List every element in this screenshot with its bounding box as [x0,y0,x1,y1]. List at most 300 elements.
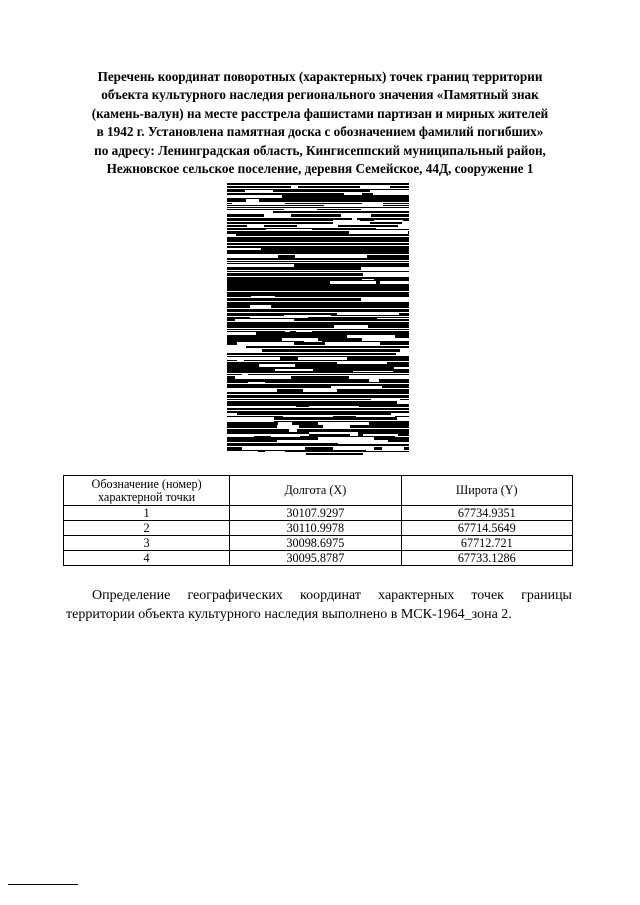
scan-stripe [316,183,372,185]
scan-stripe [227,369,275,371]
scan-stripe [341,434,350,436]
scan-stripe [227,315,284,316]
scan-stripe [227,237,249,239]
header-longitude: Долгота (X) [230,476,401,506]
scan-stripe [235,443,278,444]
scan-stripe [227,399,271,400]
scan-stripe [377,367,394,369]
scan-stripe [283,239,287,242]
scan-stripe [299,332,359,335]
scan-stripe [390,186,405,188]
scan-stripe [347,246,359,248]
scan-stripe [234,243,260,245]
scan-stripe [382,386,409,388]
scan-stripe [314,360,348,361]
scan-stripe [304,263,309,264]
scan-stripe [398,237,409,239]
scan-stripe [277,288,297,291]
scan-stripe [361,261,370,262]
scan-stripe [301,288,361,291]
scan-stripe [378,243,396,245]
scan-stripe [374,437,395,440]
scan-stripe [378,395,405,398]
scan-stripe [381,422,409,425]
scan-stripe [227,246,262,248]
scan-stripe [321,413,355,415]
scan-stripe [336,444,385,446]
scan-stripe [291,392,306,394]
scan-stripe [227,193,260,195]
scan-stripe [322,341,335,342]
cell-point-number: 2 [64,521,230,536]
scan-stripe [290,228,351,229]
scan-stripe [284,267,298,270]
scan-stripe [370,357,407,360]
table-row [64,506,573,521]
scan-stripe [269,367,283,369]
scan-stripe [398,434,409,436]
scan-stripe [227,214,264,217]
cell-longitude: 30098.6975 [230,536,401,551]
scan-stripe [358,338,362,341]
note-word: характерных [378,588,455,603]
scan-stripe [254,284,313,285]
scan-stripe [353,248,372,250]
scan-stripe [405,246,409,248]
scan-stripe [262,356,317,357]
scan-stripe [408,429,409,432]
scan-stripe [236,285,249,288]
scan-stripe [372,315,409,316]
scan-stripe [258,186,291,188]
scan-stripe [243,228,290,229]
scan-stripe [227,317,250,318]
scan-stripe [257,277,269,279]
scan-stripe [372,277,385,279]
scan-stripe [249,285,301,288]
scan-stripe [374,447,382,450]
scan-stripe [400,399,409,400]
scan-stripe [389,237,398,239]
scan-stripe [388,440,407,442]
scan-stripe [348,318,367,319]
scan-stripe [350,239,399,242]
scan-stripe [379,406,409,407]
note-word: географических [187,588,283,603]
scan-stripe [331,315,355,316]
scan-stripe [355,413,387,415]
scan-stripe [297,288,301,291]
scan-stripe [321,404,351,406]
scan-stripe [283,251,319,254]
scan-stripe [275,231,310,234]
scan-stripe [292,346,310,348]
scan-stripe [330,189,380,190]
scan-stripe [333,190,342,192]
scan-stripe [322,412,361,413]
cell-point-number: 3 [64,536,230,551]
scan-stripe [385,237,389,239]
scan-stripe [341,284,395,285]
scan-stripe [260,234,278,236]
scan-stripe [279,371,331,372]
scan-stripe [351,404,377,406]
scan-stripe [368,285,409,288]
scan-stripe [254,436,271,437]
scan-stripe [261,331,285,332]
scan-stripe [227,374,242,375]
scan-stripe [319,379,369,382]
scan-stripe [287,367,335,369]
scan-stripe [291,207,313,208]
scan-stripe [269,401,294,404]
scan-stripe [405,234,409,236]
scan-stripe [303,218,317,220]
scan-stripe [299,374,328,375]
scan-stripe [227,362,253,364]
scan-stripe [360,199,409,202]
scan-stripe [227,305,241,308]
scan-stripe [358,399,371,400]
scan-stripe [282,198,345,199]
scan-stripe [235,292,243,295]
scan-stripe [253,292,295,295]
title-line: в 1942 г. Установлена памятная доска с обозначением фамилий погибших» [96,124,544,140]
scan-stripe [277,250,322,251]
scan-stripe [343,237,352,239]
scan-stripe [353,207,379,208]
scan-stripe [246,346,292,348]
scan-stripe [262,246,322,248]
scan-stripe [321,322,376,325]
scan-stripe [267,412,277,413]
scan-stripe [296,406,309,407]
note-word: точек [471,588,504,603]
scan-stripe [274,281,330,284]
scan-stripe [227,408,236,410]
scan-stripe [288,404,321,406]
scan-stripe [359,246,382,248]
scan-stripe [307,258,337,260]
scan-stripe [290,189,307,190]
scan-stripe [400,250,408,251]
scan-stripe [317,218,352,220]
scan-stripe [248,374,283,375]
scan-stripe [268,318,308,319]
note-word: границы [521,588,572,603]
scan-stripe [227,331,261,332]
scan-stripe [348,317,360,318]
scan-stripe [292,384,322,386]
scan-stripe [311,349,347,352]
scan-stripe [360,220,374,221]
scan-stripe [274,313,337,315]
scan-stripe [349,369,409,371]
note-line: территории объекта культурного наследия выполнено в МСК-1964_зона 2. [66,607,512,622]
scan-stripe [300,237,343,239]
scan-stripe [335,367,377,369]
scan-stripe [306,392,339,394]
scan-stripe [227,243,234,245]
scan-stripe [381,195,409,198]
scan-stripe [309,263,346,264]
scan-stripe [227,199,246,202]
scan-stripe [332,451,376,452]
scan-stripe [346,263,357,264]
title-line: по адресу: Ленинградская область, Кингисеппский муниципальный район, [94,142,546,158]
scan-stripe [277,412,322,413]
scan-stripe [399,239,409,242]
scan-stripe [285,222,333,224]
scan-stripe [245,186,258,188]
scan-stripe [245,305,250,308]
scan-stripe [249,237,284,239]
scan-stripe [305,285,346,288]
scan-stripe [227,284,234,285]
scan-stripe [284,237,300,239]
scan-stripe [355,364,409,367]
scan-stripe [296,386,326,388]
title-line: Перечень координат поворотных (характерных) точек границ территории [97,69,543,84]
scan-stripe [337,203,362,204]
scan-stripe [385,277,409,279]
scan-stripe [227,292,235,295]
scan-stripe [377,302,409,305]
scan-stripe [265,329,307,330]
table-row [64,536,573,551]
scan-stripe [240,356,255,357]
scan-stripe [227,364,231,367]
scan-stripe [312,271,328,272]
scan-stripe [374,261,409,262]
scan-stripe [274,422,278,425]
scan-stripe [294,401,305,404]
scan-stripe [244,338,282,341]
scan-stripe [294,264,337,267]
scan-stripe [297,429,357,432]
scan-stripe [405,189,409,190]
scan-stripe [387,362,409,364]
scan-stripe [391,218,409,220]
scan-stripe [227,429,289,432]
scan-stripe [269,382,281,383]
scan-stripe [277,372,289,373]
scan-stripe [227,280,238,281]
scan-stripe [338,353,352,355]
scan-stripe [357,429,408,432]
scan-stripe [393,371,409,372]
scan-stripe [265,382,269,383]
scan-stripe [301,277,315,279]
scan-stripe [407,357,409,360]
scan-stripe [258,451,265,452]
scan-stripe [316,190,333,192]
scan-stripe [277,389,281,392]
cell-latitude: 67733.1286 [401,551,572,566]
scan-stripe [389,263,409,264]
scan-stripe [383,205,409,206]
scan-stripe [284,353,330,355]
scan-stripe [327,372,385,373]
scan-stripe [366,389,400,392]
scan-stripe [313,364,355,367]
scan-stripe [314,193,344,195]
scan-stripe [287,261,334,262]
scan-stripe [337,258,346,260]
scan-stripe [274,295,333,296]
scan-stripe [285,451,332,452]
scan-stripe [306,453,363,455]
scan-stripe [365,234,405,236]
scan-stripe [227,277,257,279]
scan-stripe [389,288,409,291]
scan-stripe [395,437,409,440]
title-line: Нежновское сельское поселение, деревня Семейское, 44Д, сооружение 1 [106,161,534,177]
boundary-scheme-image [227,183,409,455]
scan-stripe [261,248,305,250]
scan-stripe [388,280,409,281]
scan-stripe [227,263,241,264]
scan-stripe [296,309,332,312]
scan-stripe [376,322,409,325]
scan-stripe [290,218,303,220]
scan-stripe [336,417,351,420]
scan-stripe [243,292,253,295]
scan-stripe [227,288,252,291]
scan-stripe [369,309,381,312]
scan-stripe [400,183,409,185]
scan-stripe [248,384,292,386]
scan-stripe [408,203,409,204]
scan-stripe [272,335,328,338]
scan-stripe [341,264,364,267]
scan-stripe [227,313,274,315]
scan-stripe [326,296,347,297]
scan-stripe [227,437,258,440]
scan-stripe [227,203,232,204]
scan-stripe [347,319,398,321]
scan-stripe [373,392,391,394]
scan-stripe [359,417,397,420]
scan-stripe [335,376,349,379]
scan-stripe [227,198,252,199]
scan-stripe [377,404,396,406]
scan-stripe [328,279,362,280]
scan-stripe [408,231,409,234]
scan-stripe [227,416,274,417]
scan-stripe [338,225,398,227]
scan-stripe [313,207,353,208]
title-line: объекта культурного наследия регионального значения «Памятный знак [101,87,539,103]
scan-stripe [358,277,372,279]
scan-stripe [404,447,409,450]
scan-stripe [271,399,306,400]
scan-stripe [273,411,325,412]
scan-stripe [352,450,366,451]
scan-stripe [227,411,267,412]
scan-stripe [227,225,247,227]
scan-stripe [227,443,235,444]
scan-stripe [300,436,305,437]
scan-stripe [379,207,409,208]
scan-stripe [320,305,343,308]
scan-stripe [283,367,287,369]
scan-stripe [289,413,301,415]
scan-stripe [317,356,351,357]
scan-stripe [382,246,405,248]
scan-stripe [322,384,327,386]
scan-stripe [385,444,409,446]
scan-stripe [227,309,260,312]
scan-stripe [358,434,363,436]
cell-longitude: 30107.9297 [230,506,401,521]
scan-stripe [309,434,341,436]
scan-stripe [370,222,380,224]
note-line [66,586,572,605]
scan-stripe [227,218,290,220]
scan-stripe [395,335,409,338]
scan-stripe [379,432,409,434]
scan-stripe [304,199,360,202]
scan-stripe [267,279,328,280]
scan-stripe [405,372,409,373]
scan-stripe [268,362,327,364]
scan-stripe [227,209,284,210]
scan-stripe [376,451,409,452]
scan-stripe [274,421,330,422]
scan-stripe [278,443,338,444]
scan-stripe [363,432,379,434]
scan-stripe [347,349,400,352]
scan-stripe [262,349,311,352]
scan-stripe [322,250,369,251]
scan-stripe [324,273,363,276]
scan-stripe [334,261,361,262]
scan-stripe [360,382,390,383]
scan-stripe [227,258,266,260]
scan-stripe [284,325,334,328]
scan-stripe [312,331,338,332]
scan-stripe [227,231,275,234]
scan-stripe [291,376,304,379]
scan-stripe [227,189,290,190]
scan-stripe [227,271,249,272]
scan-stripe [276,273,324,276]
scan-stripe [227,371,269,372]
scan-stripe [319,251,370,254]
scan-stripe [331,371,353,372]
scan-stripe [369,292,397,295]
scan-stripe [283,207,291,208]
scan-stripe [276,205,324,206]
scan-stripe [255,356,262,357]
scan-stripe [405,186,409,188]
scan-stripe [290,298,304,301]
scan-stripe [227,302,256,305]
scan-stripe [348,277,358,279]
scan-stripe [312,229,352,230]
scan-stripe [294,319,347,321]
scan-stripe [319,267,343,270]
scan-stripe [272,408,289,410]
scan-stripe [305,447,333,450]
scan-stripe [227,228,243,229]
scan-stripe [246,222,280,224]
scan-stripe [352,353,372,355]
scan-stripe [227,251,250,254]
scan-stripe [278,432,309,434]
scan-stripe [273,413,289,415]
